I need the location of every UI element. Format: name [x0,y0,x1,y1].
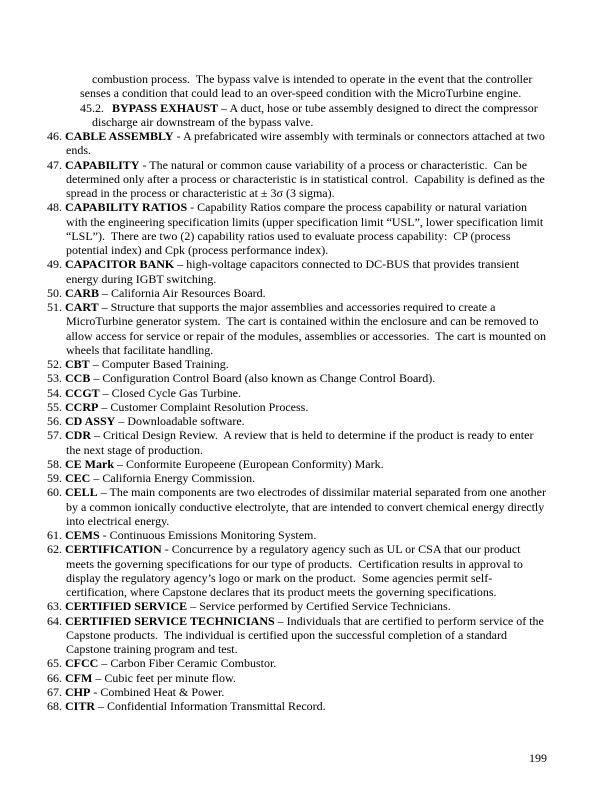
glossary-item [47,386,547,400]
item-separator: - [99,528,110,542]
item-separator: – [274,613,287,628]
item-term: CCB [65,371,91,386]
item-separator: – [92,670,105,685]
glossary-item [47,685,547,699]
item-separator: - [173,129,183,143]
item-definition: high-voltage capacitors connected to DC-BUS that provides transient energy during IGBT switching. [66,257,523,286]
glossary-item [47,286,547,300]
item-definition: Closed Cycle Gas Turbine. [111,385,242,400]
glossary-item [47,129,547,158]
item-definition: Conformite Europeene (European Conformity) Mark. [126,456,384,471]
item-definition: California Energy Commission. [102,471,256,485]
item-term: CELL [65,485,98,500]
glossary-item [47,671,547,685]
item-definition: Computer Based Training. [101,357,229,371]
item-term: CCGT [65,385,100,400]
glossary-item [47,300,547,357]
subitem-definition: A duct, hose or tube assembly designed to direct the compressor discharge air downstream of the bypass valve. [92,100,541,129]
glossary-item [47,471,547,485]
item-number: 51. [47,300,62,314]
glossary-item [47,371,547,385]
item-number: 47. [47,157,62,172]
item-separator: – [174,257,187,272]
item-definition: Combined Heat & Power. [100,684,225,699]
item-separator: – [97,485,110,500]
item-definition: Confidential Information Transmittal Record. [107,699,326,713]
item-term: CITR [65,699,96,713]
item-definition: Concurrence by a regulatory agency such as UL or CSA that our product meets the governing specifications for our type of products. Certification results in approval to display the regulatory agency’s logo or mark on the product. Some agencies permit self-certification, where Capstone declares that its product meets the governing specifications. [66,542,526,599]
item-separator: – [115,414,128,428]
item-number: 66. [47,670,62,685]
glossary-item [47,614,547,657]
item-separator: – [98,656,111,671]
item-term: CEC [65,471,91,485]
item-term: CART [65,300,99,314]
glossary-item [47,656,547,670]
item-number: 61. [47,528,62,542]
item-number: 58. [47,456,62,471]
item-definition: Cubic feet per minute flow. [104,670,236,685]
item-number: 46. [47,129,62,143]
item-term: CFCC [65,656,99,671]
item-separator: - [187,200,198,215]
glossary-item [47,457,547,471]
item-definition: The main components are two electrodes of dissimilar material separated from one another by a common ionically conductive electrolyte, that are intended to convert chemical energy directly into electrical energy. [66,485,549,528]
glossary-item [47,357,547,371]
item-term: CARB [65,285,100,300]
glossary-list [47,129,547,713]
item-number: 54. [47,385,62,400]
item-definition: Carbon Fiber Ceramic Combustor. [110,656,277,671]
item-definition: The natural or common cause variability of a process or characteristic. Can be determined only after a process or characteristic is in statistical control. Capability is defined as the spread in the process or characteristic at ± 3σ (3 sigma). [66,157,548,200]
item-separator: – [95,699,108,713]
item-separator: - [139,157,150,172]
glossary-item [47,485,547,528]
item-term: CABLE ASSEMBLY [65,129,174,143]
subitem-separator: – [218,100,230,115]
item-term: CHP [65,684,91,699]
item-separator: - [161,542,172,557]
item-separator: - [90,684,101,699]
subitem-number: 45.2. [80,100,104,115]
glossary-item [47,542,547,599]
glossary-subitem [80,101,547,130]
item-term: CFM [65,670,93,685]
glossary-item [47,200,547,257]
item-separator: – [99,285,112,300]
glossary-item [47,257,547,286]
item-term: CE Mark [65,456,114,471]
item-number: 63. [47,599,62,614]
glossary-item [47,428,547,457]
item-separator: – [90,471,103,485]
item-separator: – [98,399,111,414]
item-definition: Critical Design Review. A review that is held to determine if the product is ready to enter the next stage of production. [66,428,537,457]
item-term: CAPABILITY [65,157,140,172]
item-term: CERTIFIED SERVICE [65,599,188,614]
item-term: CBT [65,357,90,371]
item-separator: – [99,385,112,400]
item-definition: Customer Complaint Resolution Process. [110,399,309,414]
item-definition: Service performed by Certified Service Technicians. [199,599,451,614]
item-number: 53. [47,371,62,386]
glossary-item [47,400,547,414]
item-definition: Downloadable software. [127,414,245,428]
item-number: 49. [47,257,62,272]
page-number: 199 [529,751,547,765]
item-term: CAPACITOR BANK [65,257,175,272]
item-number: 57. [47,428,62,443]
item-term: CAPABILITY RATIOS [65,200,188,215]
item-separator: – [114,456,126,471]
item-number: 59. [47,471,62,485]
item-definition: A prefabricated wire assembly with terminals or connectors attached at two ends. [66,129,548,158]
item-number: 52. [47,357,62,371]
glossary-item [47,528,547,542]
item-number: 55. [47,399,62,414]
item-number: 62. [47,542,62,557]
item-separator: – [98,300,111,314]
glossary-item [47,599,547,613]
item-number: 68. [47,699,62,713]
item-definition: Individuals that are certified to perform service of the Capstone products. The individual is certified upon the successful completion of a standard Capstone training program and test. [66,613,547,656]
glossary-item [47,414,547,428]
item-definition: Configuration Control Board (also known as Change Control Board). [102,371,436,386]
item-definition: California Air Resources Board. [111,285,266,300]
item-term: CCRP [65,399,99,414]
glossary-item [47,158,547,201]
item-separator: – [91,428,103,443]
item-number: 65. [47,656,62,671]
paragraph-continuation: combustion process. The bypass valve is intended to operate in the event that the controller senses a condition that could lead to an over-speed condition with the MicroTurbine engine. [80,72,536,101]
item-separator: – [187,599,200,614]
item-definition: Structure that supports the major assemblies and accessories required to create a MicroTurbine generator system. The cart is contained within the enclosure and can be removed to allow access for service or repair of the modules, assemblies or accessories. The cart is mounted on wheels that facilitate handling. [66,300,549,357]
item-number: 60. [47,485,62,500]
item-term: CERTIFICATION [65,542,162,557]
item-number: 56. [47,414,62,428]
item-number: 67. [47,684,62,699]
item-term: CDR [65,428,91,443]
item-number: 48. [47,200,62,215]
item-definition: Continuous Emissions Monitoring System. [109,528,317,542]
item-term: CD ASSY [65,414,116,428]
item-number: 50. [47,285,62,300]
subitem-term: BYPASS EXHAUST [112,100,219,115]
item-term: CEMS [65,528,100,542]
item-number: 64. [47,613,62,628]
item-separator: – [90,371,103,386]
glossary-item [47,699,547,713]
item-term: CERTIFIED SERVICE TECHNICIANS [65,613,275,628]
item-definition: Capability Ratios compare the process capability or natural variation with the engineering specification limits (upper specification limit “USL”, lower specification limit “LSL”). There are two (2) capability ratios used to evaluate process capability: CP (process potential index) and Cpk (process performance index). [66,200,547,257]
item-separator: – [89,357,102,371]
